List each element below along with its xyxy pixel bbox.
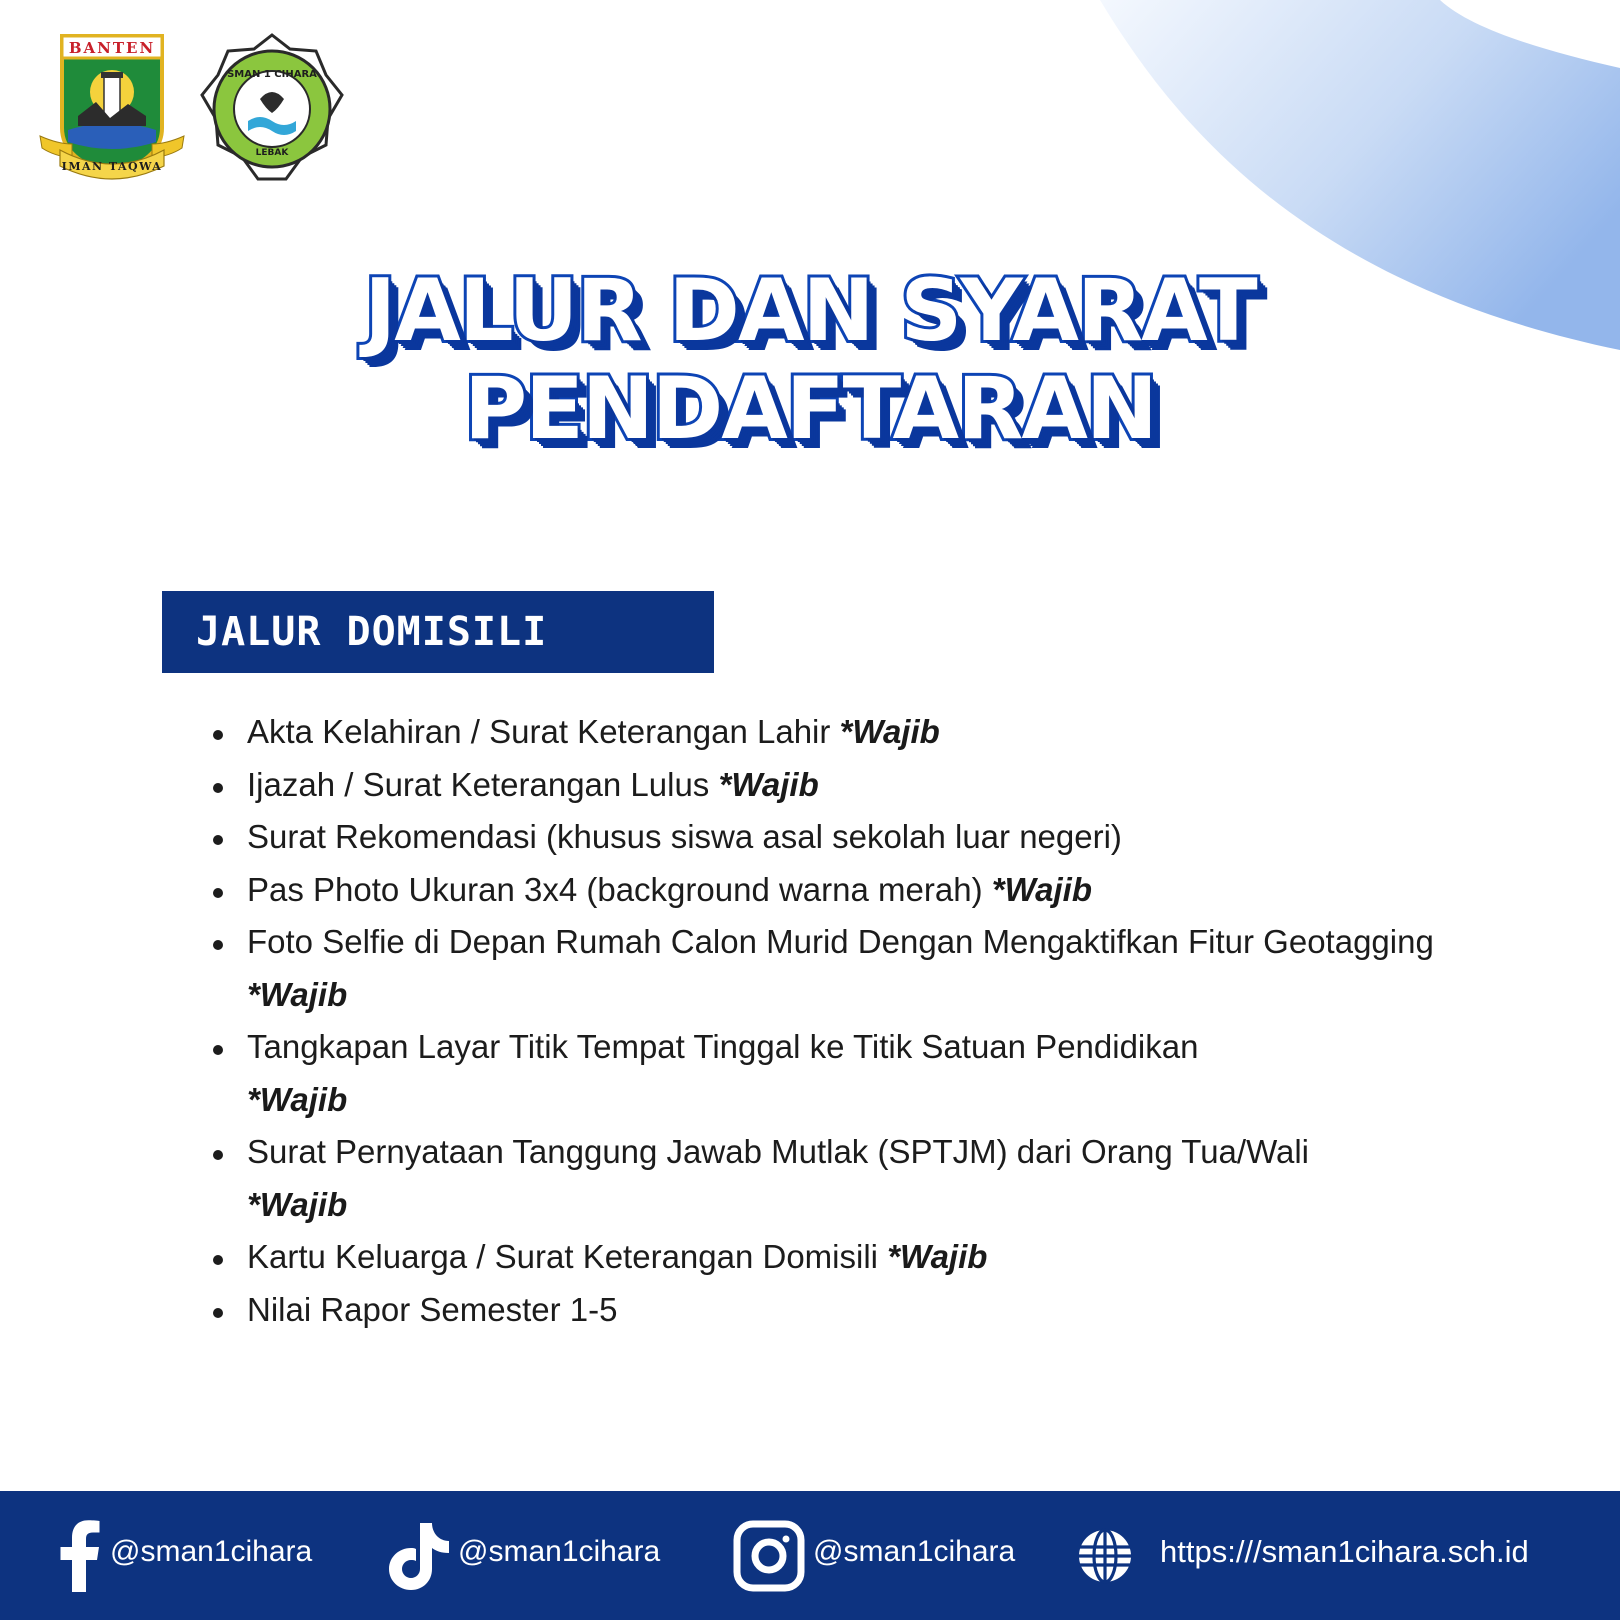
facebook-handle: @sman1cihara (110, 1534, 313, 1568)
school-emblem-logo (198, 33, 346, 183)
requirement-text: Nilai Rapor Semester 1-5 (247, 1290, 618, 1328)
requirement-text: Pas Photo Ukuran 3x4 (background warna merah) (247, 870, 983, 908)
requirement-text: Surat Pernyataan Tanggung Jawab Mutlak (SPTJM) dari Orang Tua/Wali (247, 1133, 1310, 1170)
school-logo-top-text: SMAN 1 CIHARA (227, 69, 317, 80)
footer-bar (0, 1491, 1620, 1620)
page-title (0, 262, 1620, 458)
requirement-text: Ijazah / Surat Keterangan Lulus (247, 765, 710, 803)
banten-emblem-logo (38, 32, 186, 182)
requirement-text: Tangkapan Layar Titik Tempat Tinggal ke Titik Satuan Pendidikan (247, 1028, 1199, 1065)
website-link[interactable] (1076, 1491, 1529, 1620)
requirement-item (213, 706, 1483, 759)
title-line-2: PENDAFTARAN (464, 359, 1156, 459)
requirement-item (213, 864, 1483, 917)
instagram-handle: @sman1cihara (813, 1534, 1016, 1568)
requirement-note: *Wajib (991, 870, 1092, 908)
facebook-link[interactable] (58, 1491, 312, 1620)
requirement-item (213, 1021, 1483, 1126)
title-line-1: JALUR DAN SYARAT (364, 261, 1256, 361)
requirement-text: Kartu Keluarga / Surat Keterangan Domisili (247, 1238, 878, 1275)
instagram-link[interactable] (733, 1491, 1015, 1620)
requirement-item (213, 916, 1483, 1021)
requirement-item (213, 1231, 1483, 1284)
section-header (162, 591, 714, 673)
website-url: https:///sman1cihara.sch.id (1160, 1533, 1529, 1569)
requirement-note: *Wajib (247, 975, 348, 1013)
school-logo-bottom-text: LEBAK (255, 148, 289, 158)
globe-icon (1076, 1527, 1134, 1585)
requirement-text: Surat Rekomendasi (khusus siswa asal sekolah luar negeri) (247, 818, 1122, 855)
requirement-note: *Wajib (839, 713, 940, 750)
banten-logo-top-text: BANTEN (68, 39, 156, 57)
banten-logo-bottom-text: IMAN TAQWA (61, 160, 163, 173)
tiktok-link[interactable] (386, 1491, 660, 1620)
tiktok-icon (386, 1521, 450, 1591)
requirement-note: *Wajib (247, 1080, 348, 1118)
requirement-text: Akta Kelahiran / Surat Keterangan Lahir (247, 713, 831, 750)
requirement-item (213, 811, 1483, 864)
instagram-icon (733, 1520, 805, 1592)
requirement-item (213, 1126, 1483, 1231)
requirement-item (213, 759, 1483, 812)
section-heading: JALUR DOMISILI (196, 609, 548, 655)
facebook-icon (58, 1520, 102, 1592)
requirement-note: *Wajib (887, 1238, 988, 1275)
requirements-list (213, 706, 1483, 1336)
requirement-text: Foto Selfie di Depan Rumah Calon Murid Dengan Mengaktifkan Fitur Geotagging (247, 923, 1434, 960)
requirement-item (213, 1284, 1483, 1337)
requirement-note: *Wajib (247, 1185, 348, 1223)
requirement-note: *Wajib (718, 765, 819, 803)
tiktok-handle: @sman1cihara (458, 1534, 661, 1568)
